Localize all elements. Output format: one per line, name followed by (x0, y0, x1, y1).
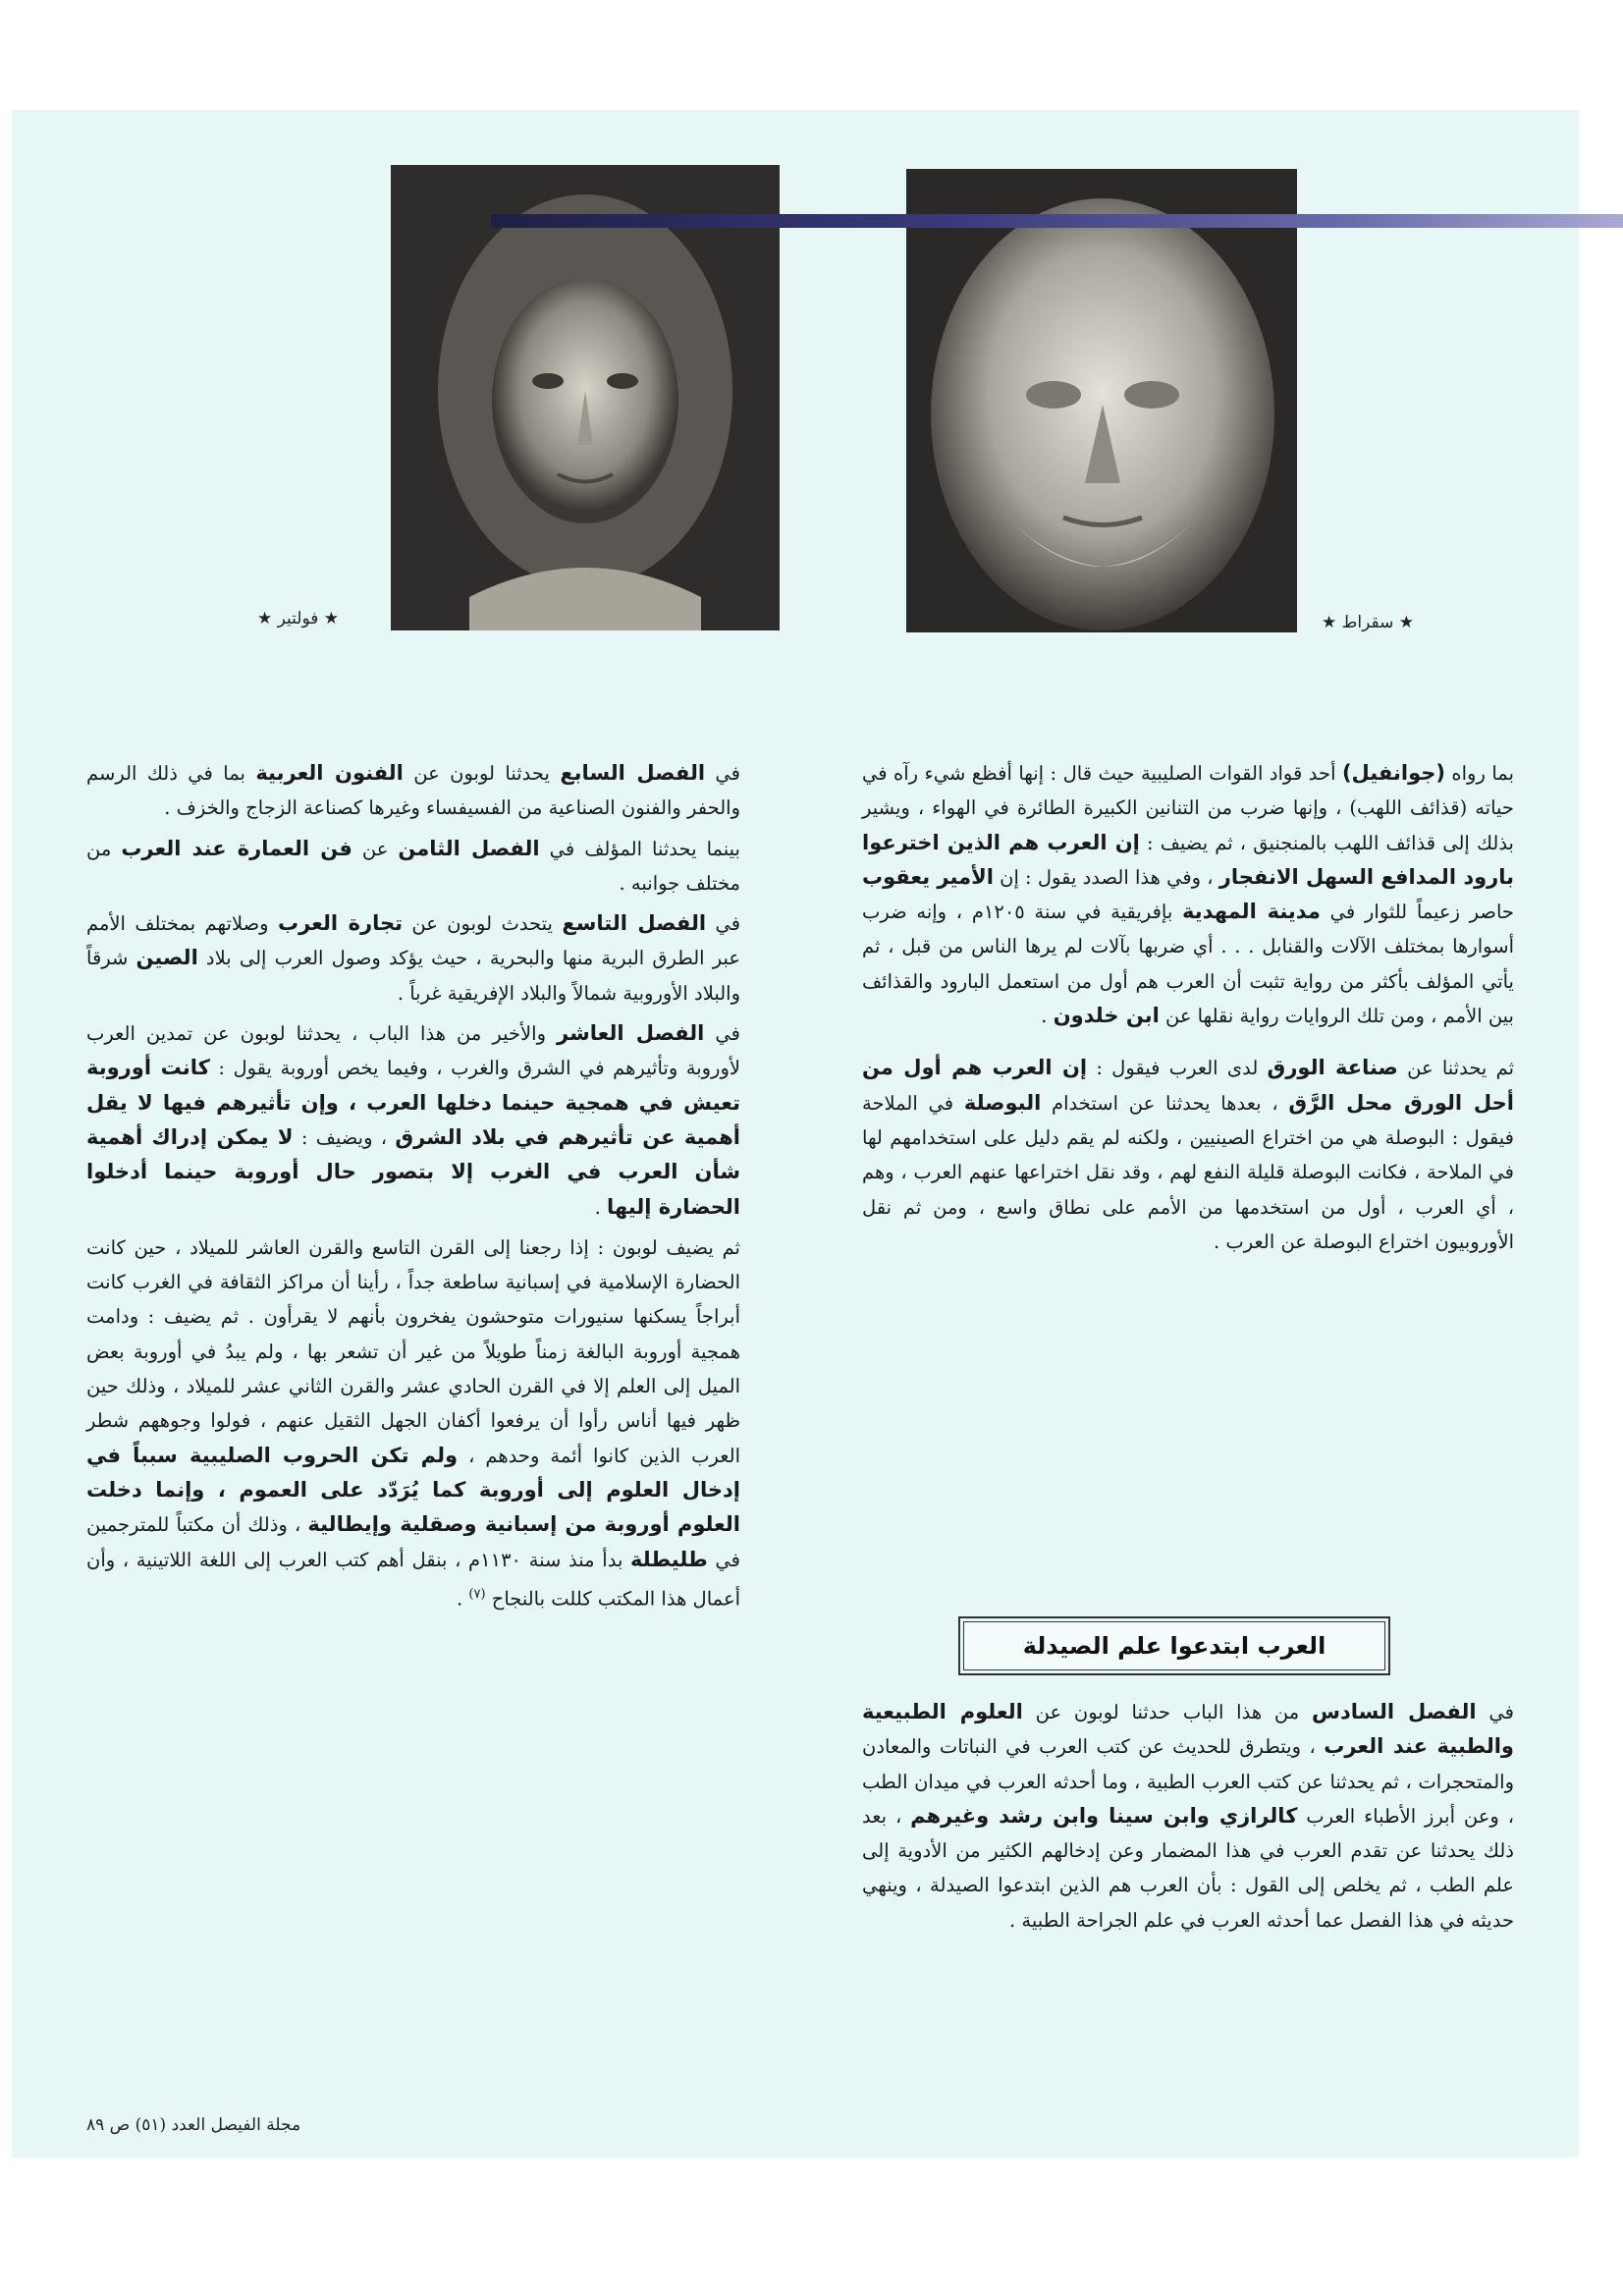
decorative-color-strip (491, 214, 1623, 228)
footnote-marker: (٧) (468, 1586, 486, 1602)
paragraph-chapter-eight: بينما يحدثنا المؤلف في الفصل الثامن عن فن العمارة عند العرب من مختلف جوانبه . (86, 836, 740, 895)
paragraph-gunpowder: بما رواه (جوانفيل) أحد قواد القوات الصليبية حيث قال : إنها أفظع شيء رآه في حياته (قذائف اللهب) ، وإنها ضرب من التنانين الكبيرة الطائرة في الهواء ، ويشير بذلك إلى قذائف اللهب بالمنجنيق ، ثم يضيف : إن العرب هم الذين اخترعوا بارود المدافع السهل الانفجار ، وفي هذا الصدد يقول : إن الأمير يعقوب حاصر زعيماً للثوار في مدينة المهدية بإفريقية في سنة ١٢٠٥م ، وإنه ضرب أسوارها بمختلف الآلات والقنابل . . . أي ضربها بآلات لم يرها الناس من قبل ، ثم يأتي المؤلف بأكثر من رواية تثبت أن العرب هم أول من استعمل البارود والقذائف بين الأمم ، ومن تلك الروايات رواية نقلها عن ابن خلدون . (862, 761, 1515, 1028)
paragraph-chapter-ten: في الفصل العاشر والأخير من هذا الباب ، يحدثنا لوبون عن تمدين العرب لأوروبة وتأثيرهم في الشرق والغرب ، وفيما يخص أوروبة يقول : كانت أوروبة تعيش في همجية حينما دخلها العرب ، وإن تأثيرهم فيها لا يقل أهمية عن تأثيرهم في بلاد الشرق ، ويضيف : لا يمكن إدراك أهمية شأن العرب في الغرب إلا بتصور حال أوروبة حينما أدخلوا الحضارة إليها . (86, 1021, 740, 1219)
socrates-caption: ★ سقراط ★ (1322, 613, 1414, 632)
socrates-bust (906, 169, 1297, 632)
right-column (862, 756, 1514, 1265)
paragraph-chapter-seven: في الفصل السابع يحدثنا لوبون عن الفنون العربية بما في ذلك الرسم والحفر والفنون الصناعية من الفسيفساء وغيرها كصناعة الزجاج والخزف . (86, 761, 741, 820)
section-heading-box (958, 1616, 1390, 1675)
paragraph-paper-compass: ثم يحدثنا عن صناعة الورق لدى العرب فيقول : إن العرب هم أول من أحل الورق محل الرَّق ، بعدها يحدثنا عن استخدام البوصلة في الملاحة فيقول : البوصلة هي من اختراع الصينيين ، ولكنه لم يقم دليل على استخدامهم لها في الملاحة ، فكانت البوصلة قليلة النفع لهم ، وقد نقل اختراعها عنهم العرب ، وهم ، أي العرب ، أول من استخدمها من الأمم على نطاق واسع ، ومن ثم نقل الأوروبيون اختراع البوصلة عن العرب . (862, 1056, 1515, 1253)
section-heading: العرب ابتدعوا علم الصيدلة (1022, 1632, 1326, 1660)
paragraph-lebon-quote: ثم يضيف لوبون : إذا رجعنا إلى القرن التاسع والقرن العاشر للميلاد ، حين كانت الحضارة الإسلامية في إسبانية ساطعة جداً ، رأينا أن مراكز الثقافة في الغرب كانت أبراجاً يسكنها سنيورات متوحشون يفخرون بأنهم لا يقرأون . ثم يضيف : ودامت همجية أوروبة البالغة زمناً طويلاً من غير أن تشعر بها ، ولم يبدُ في أوروبة بعض الميل إلى العلم إلا في القرن الحادي عشر والقرن الثاني عشر للميلاد ، وذلك حين ظهر فيها أناس رأوا أن يرفعوا أكفان الجهل الثقيل عنهم ، فولوا وجوههم شطر العرب الذين كانوا أئمة وحدهم ، ولم تكن الحروب الصليبية سبباً في إدخال العلوم إلى أوروبة كما يُرَدّد على العموم ، وإنما دخلت العلوم أوروبة من إسبانية وصقلية وإيطالية ، وذلك أن مكتباً للمترجمين في طليطلة بدأ منذ سنة ١١٣٠م ، بنقل أهم كتب العرب إلى اللغة اللاتينية ، وأن أعمال هذا المكتب كللت بالنجاح $^{(٧)}$ . (86, 1235, 741, 1611)
right-column-lower (862, 1695, 1514, 1943)
voltaire-caption: ★ فولتير ★ (257, 609, 340, 629)
left-column (86, 756, 740, 1622)
voltaire-portrait (391, 165, 780, 630)
paragraph-medicine: في الفصل السادس من هذا الباب حدثنا لوبون عن العلوم الطبيعية والطبية عند العرب ، ويتطرق للحديث عن كتب العرب في النباتات والمعادن والمتحجرات ، ثم يحدثنا عن كتب العرب الطبية ، وما أحدثه العرب في ميدان الطب ، وعن أبرز الأطباء العرب كالرازي وابن سينا وابن رشد وغيرهم ، بعد ذلك يحدثنا عن تقدم العرب في هذا المضمار وعن إدخالهم الكثير من الأدوية إلى علم الطب ، ثم يخلص إلى القول : بأن العرب هم الذين ابتدعوا الصيدلة ، وينهي حديثه في هذا الفصل عما أحدثه العرب في علم الجراحة الطبية . (862, 1700, 1515, 1932)
paragraph-chapter-nine: في الفصل التاسع يتحدث لوبون عن تجارة العرب وصلاتهم بمختلف الأمم عبر الطرق البرية منها والبحرية ، حيث يؤكد وصول العرب إلى بلاد الصين شرقاً والبلاد الأوروبية شمالاً والبلاد الإفريقية غرباً . (86, 911, 741, 1005)
page-footer: مجلة الفيصل العدد (٥١) ص ٨٩ (86, 2115, 301, 2135)
